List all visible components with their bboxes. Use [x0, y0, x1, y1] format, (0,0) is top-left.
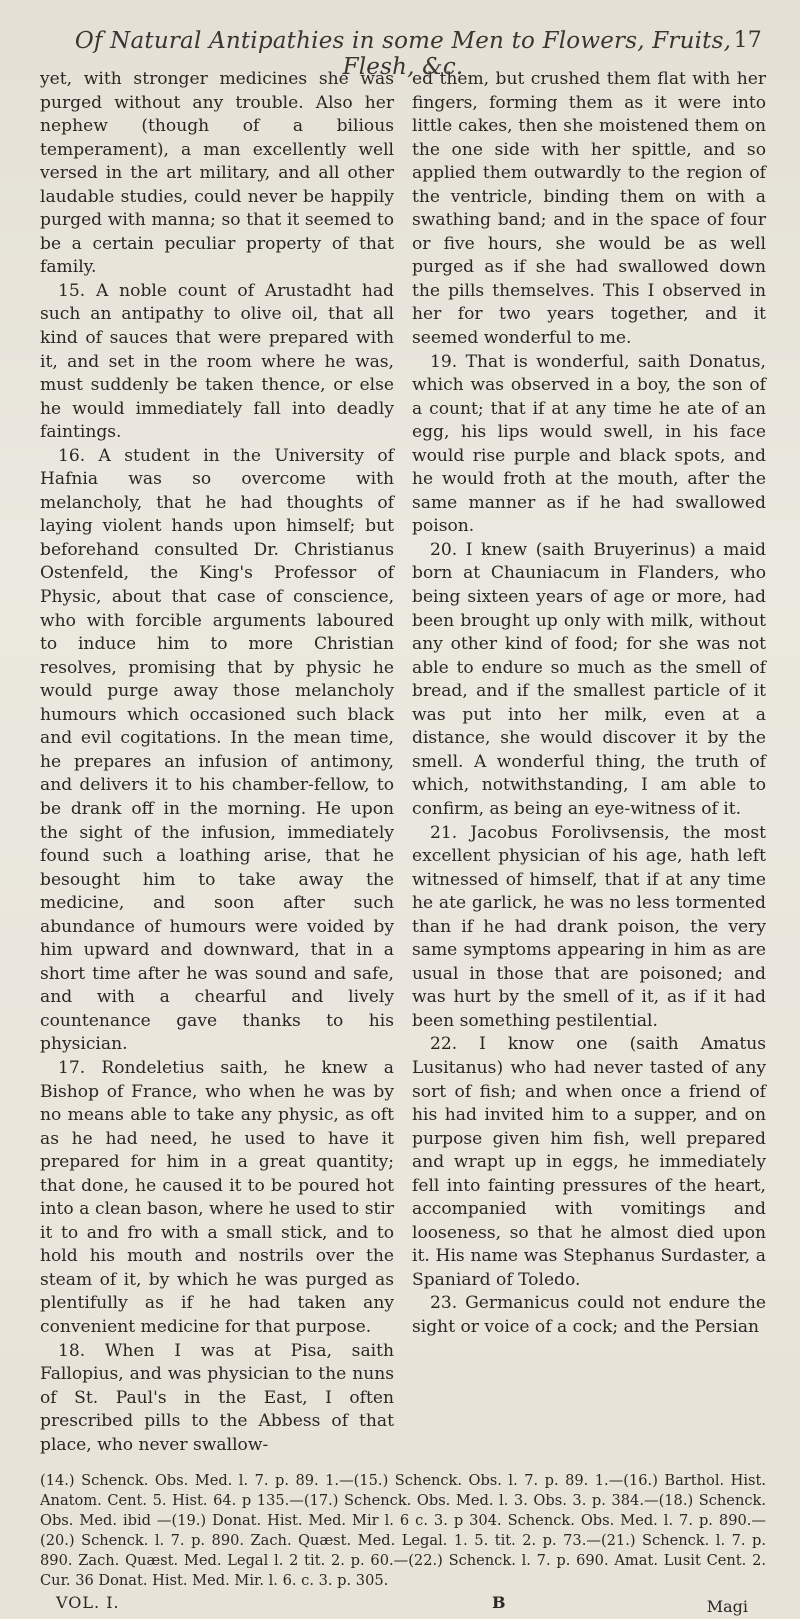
running-title: Of Natural Antipathies in some Men to Flowers, Fruits, Flesh, &c. [74, 28, 732, 80]
paragraph: 21. Jacobus Forolivsensis, the most excellent physician of his age, hath left witnessed of himself, that if at any time he ate garlick, he was no less tormented than if he had drank poison, the very same symptoms appearing in him as are usual in those that are poisoned; and was hurt by the smell of it, as if it had been something pestilential. [412, 822, 766, 1031]
running-head [40, 28, 766, 80]
paragraph: 18. When I was at Pisa, saith Fallopius, and was physician to the nuns of St. Paul's in the East, I often prescribed pills to the Abbess of that place, who never swallow- [40, 1340, 394, 1455]
page-footer [40, 1593, 766, 1619]
paragraph: 22. I know one (saith Amatus Lusitanus) who had never tasted of any sort of fish; and when once a friend of his had invited him to a supper, and on purpose given him fish, well prepared and wrapt up in eggs, he immediately fell into fainting pressures of the heart, accompanied with vomitings and looseness, so that he almost died upon it. His name was Stephanus Surdaster, a Spaniard of Toledo. [412, 1034, 766, 1290]
page-number: 17 [733, 28, 762, 53]
right-column [412, 68, 766, 1457]
paragraph: 19. That is wonderful, saith Donatus, which was observed in a boy, the son of a count; that if at any time he ate of an egg, his lips would swell, in his face would rise purple and black spots, and he would froth at the mouth, after the same manner as if he had swallowed poison. [412, 351, 766, 537]
paragraph: yet, with stronger medicines she was purged without any trouble. Also her nephew (though of a bilious temperament), a man excellently well versed in the art military, and all other laudable studies, could never be happily purged with manna; so that it seemed to be a certain peculiar property of that family. [40, 69, 394, 278]
paragraph: 23. Germanicus could not endure the sight or voice of a cock; and the Persian [412, 1293, 766, 1337]
paragraph: 20. I knew (saith Bruyerinus) a maid born at Chauniacum in Flanders, who being sixteen years of age or more, had been brought up only with milk, without any other kind of food; for she was not able to endure so much as the smell of bread, and if the smallest particle of it was put into her milk, even at a distance, she would discover it by the smell. A wonderful thing, the truth of which, notwithstanding, I am able to confirm, as being an eye-witness of it. [412, 539, 766, 819]
catchword: Magi [706, 1597, 748, 1617]
paragraph: 16. A student in the University of Hafnia was so overcome with melancholy, that he had thoughts of laying violent hands upon himself; but beforehand consulted Dr. Christianus Ostenfeld, the King's Professor of Physic, about that case of conscience, who with forcible arguments laboured to induce him to more Christian resolves, promising that by physic he would purge away those melancholy humours which occasioned such black and evil cogitations. In the mean time, he prepares an infusion of antimony, and delivers it to his chamber-fellow, to be drank off in the morning. He upon the sight of the infusion, immediately found such a loathing arise, that he besought him to take away the medicine, and soon after such abundance of humours were voided by him upward and downward, that in a short time after he was sound and safe, and with a chearful and lively countenance gave thanks to his physician. [40, 445, 394, 1055]
paragraph: ed them, but crushed them flat with her fingers, forming them as it were into little cakes, then she moistened them on the one side with her spittle, and so applied them outwardly to the region of the ventricle, binding them on with a swathing band; and in the space of four or five hours, she would be as well purged as if she had swallowed down the pills themselves. This I observed in her for two years together, and it seemed wonderful to me. [412, 69, 766, 349]
paragraph: 17. Rondeletius saith, he knew a Bishop of France, who when he was by no means able to take any physic, as oft as he had need, he used to have it prepared for him in a great quantity; that done, he caused it to be poured hot into a clean bason, where he used to stir it to and fro with a small stick, and to hold his mouth and nostrils over the steam of it, by which he was purged as plentifully as if he had taken any convenient medicine for that purpose. [40, 1057, 394, 1337]
text-columns [40, 68, 766, 1457]
footnotes: (14.) Schenck. Obs. Med. l. 7. p. 89. 1.—(15.) Schenck. Obs. l. 7. p. 89. 1.—(16.) Barthol. Hist. Anatom. Cent. 5. Hist. 64. p 135.—(17.) Schenck. Obs. Med. l. 3. Obs. 3. p. 384.—(18.) Schenck. Obs. Med. ibid —(19.) Donat. Hist. Med. Mir l. 6 c. 3. p 304. Schenck. Obs. Med. l. 7. p. 890.—(20.) Schenck. l. 7. p. 890. Zach. Quæst. Med. Legal. 1. 5. tit. 2. p. 73.—(21.) Schenck. l. 7. p. 890. Zach. Quæst. Med. Legal l. 2 tit. 2. p. 60.—(22.) Schenck. l. 7. p. 690. Amat. Lusit Cent. 2. Cur. 36 Donat. Hist. Med. Mir. l. 6. c. 3. p. 305. [40, 1472, 766, 1590]
volume-label: VOL. I. [56, 1593, 120, 1613]
paragraph: 15. A noble count of Arustadht had such an antipathy to olive oil, that all kind of sauces that were prepared with it, and set in the room where he was, must suddenly be taken thence, or else he would immediately fall into deadly faintings. [40, 280, 394, 443]
signature-mark: B [492, 1593, 506, 1613]
left-column [40, 68, 394, 1457]
